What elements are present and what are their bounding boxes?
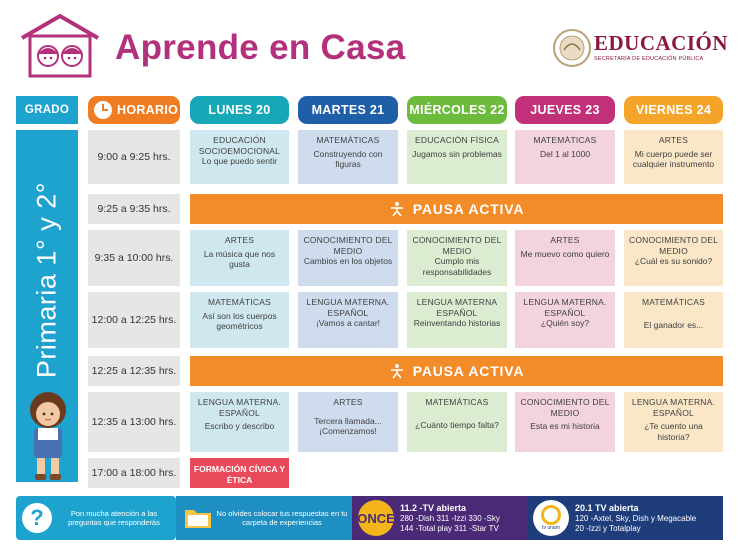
pausa-activa-bar — [190, 194, 723, 224]
footer-note-folder — [176, 496, 352, 540]
cell-activity: Jugamos sin problemas — [412, 148, 502, 159]
cell-subject: MATEMÁTICAS — [533, 135, 597, 145]
seal-icon — [552, 28, 592, 68]
cell-activity: ¿Cuánto tiempo falta? — [415, 419, 499, 430]
schedule-cell — [298, 392, 398, 452]
exercise-icon — [389, 363, 405, 379]
footer-note-text: Pon mucha atención a las preguntas que responderás — [68, 509, 160, 527]
channel-line: 11.2 -TV abierta — [400, 502, 467, 513]
time-slot: 9:25 a 9:35 hrs. — [88, 194, 180, 224]
schedule-cell — [298, 130, 398, 184]
cell-subject: LENGUA MATERNA. ESPAÑOL — [523, 297, 607, 318]
schedule-cell — [407, 130, 507, 184]
pausa-label: PAUSA ACTIVA — [412, 201, 525, 217]
cell-activity: Del 1 al 1000 — [539, 148, 591, 159]
cell-subject: MATEMÁTICAS — [208, 297, 271, 307]
channel-line: 144 -Total play 311 -Star TV — [400, 523, 499, 533]
footer-note-attention — [16, 496, 176, 540]
cell-subject: MATEMÁTICAS — [316, 135, 380, 145]
schedule-cell — [624, 392, 723, 452]
pausa-activa-bar — [190, 356, 723, 386]
schedule-cell — [190, 392, 289, 452]
cell-activity: Cambios en los objetos — [303, 256, 393, 266]
house-kids-icon — [18, 12, 102, 80]
channel-line: 280 -Dish 311 -Izzi 330 -Sky — [400, 513, 500, 523]
schedule-cell — [624, 130, 723, 184]
cell-activity: Tercera llamada... ¡Comenzamos! — [314, 415, 382, 436]
grade-label: Primaria 1° y 2° — [31, 181, 62, 379]
horario-label: HORARIO — [117, 103, 179, 117]
schedule-cell — [624, 292, 723, 348]
header — [0, 0, 743, 92]
unam-channels — [569, 503, 696, 534]
cell-activity: Así son los cuerpos geométricos — [202, 310, 277, 331]
grado-header: GRADO — [16, 96, 78, 124]
cell-activity: Escribo y describo — [204, 421, 275, 431]
edu-subtitle: SECRETARÍA DE EDUCACIÓN PÚBLICA — [594, 56, 704, 62]
folder-icon — [184, 507, 212, 529]
cell-subject: LENGUA MATERNA. ESPAÑOL — [306, 297, 390, 318]
exercise-icon — [389, 201, 405, 217]
once-logo-icon: ONCE — [358, 500, 394, 536]
cell-subject: EDUCACIÓN FÍSICA — [415, 135, 499, 145]
cell-activity: Me muevo como quiero — [520, 248, 610, 259]
time-slot: 9:00 a 9:25 hrs. — [88, 130, 180, 184]
schedule-cell — [190, 130, 289, 184]
schedule-cell — [190, 230, 289, 286]
horario-header — [88, 96, 180, 124]
cell-activity: ¿Quién soy? — [540, 318, 590, 328]
schedule-cell — [298, 230, 398, 286]
footer-note-text: No olvides colocar tus respuestas en tu carpeta de experiencias — [216, 509, 348, 527]
cell-subject: CONOCIMIENTO DEL MEDIO — [629, 235, 718, 256]
cell-activity: Lo que puedo sentir — [201, 156, 278, 166]
day-header-lunes: LUNES 20 — [190, 96, 289, 124]
footer-channel-once — [352, 496, 527, 540]
clock-icon — [94, 101, 112, 119]
schedule-cell — [515, 392, 615, 452]
cell-activity: ¿Te cuento una historia? — [644, 421, 703, 442]
cell-subject: CONOCIMIENTO DEL MEDIO — [520, 397, 610, 418]
cell-subject: EDUCACIÓN SOCIOEMOCIONAL — [198, 135, 281, 156]
schedule-cell — [407, 292, 507, 348]
schedule-cell — [407, 392, 507, 452]
cell-subject: ARTES — [224, 235, 255, 245]
day-header-viernes: VIERNES 24 — [624, 96, 723, 124]
cell-subject: LENGUA MATERNA. ESPAÑOL — [197, 397, 282, 418]
cell-subject: ARTES — [333, 397, 363, 407]
day-header-martes: MARTES 21 — [298, 96, 398, 124]
once-channels — [394, 503, 500, 534]
channel-line: 20 -Izzi y Totalplay — [575, 523, 641, 533]
cell-activity: Reinventando historias — [413, 318, 501, 328]
channel-line: 120 -Axtel, Sky, Dish y Megacable — [575, 513, 697, 523]
cell-activity: ¡Vamos a cantar! — [315, 318, 381, 328]
cell-activity: ¿Cuál es su sonido? — [634, 256, 713, 266]
time-slot: 12:00 a 12:25 hrs. — [88, 292, 180, 348]
edu-name: EDUCACIÓN — [594, 31, 729, 55]
cell-subject: CONOCIMIENTO DEL MEDIO — [412, 235, 502, 256]
time-slot: 12:35 a 13:00 hrs. — [88, 392, 180, 452]
tv-unam-logo-icon: tv unam — [533, 500, 569, 536]
cell-activity: La música que nos gusta — [203, 248, 276, 269]
time-slot: 9:35 a 10:00 hrs. — [88, 230, 180, 286]
cell-subject: MATEMÁTICAS — [642, 297, 705, 307]
cell-activity: Construyendo con figuras — [313, 148, 383, 169]
question-icon: ? — [22, 503, 52, 533]
cell-subject: LENGUA MATERNA. ESPAÑOL — [631, 397, 716, 418]
girl-illustration — [24, 390, 72, 482]
cell-subject: ARTES — [550, 235, 580, 245]
time-slot: 17:00 a 18:00 hrs. — [88, 458, 180, 488]
cell-activity: Mi cuerpo puede ser cualquier instrumento — [632, 148, 715, 169]
cell-subject: MATEMÁTICAS — [425, 397, 489, 407]
schedule-cell-civica: FORMACIÓN CÍVICA Y ÉTICA — [190, 458, 289, 488]
day-header-jueves: JUEVES 23 — [515, 96, 615, 124]
channel-line: 20.1 TV abierta — [575, 502, 639, 513]
schedule-cell — [407, 230, 507, 286]
cell-subject: CONOCIMIENTO DEL MEDIO — [303, 235, 393, 256]
day-header-miercoles: MIÉRCOLES 22 — [407, 96, 507, 124]
cell-activity: Cumplo mis responsabilidades — [422, 256, 492, 277]
schedule-cell — [624, 230, 723, 286]
cell-activity: Esta es mi historia — [530, 421, 600, 431]
cell-subject: LENGUA MATERNA ESPAÑOL — [416, 297, 498, 318]
schedule-cell — [298, 292, 398, 348]
footer-channel-unam — [527, 496, 723, 540]
cell-subject: ARTES — [658, 135, 689, 145]
pausa-label: PAUSA ACTIVA — [412, 363, 525, 379]
page-title: Aprende en Casa — [115, 28, 406, 67]
time-slot: 12:25 a 12:35 hrs. — [88, 356, 180, 386]
schedule-cell — [190, 292, 289, 348]
cell-activity: El ganador es... — [643, 319, 704, 330]
schedule-cell — [515, 292, 615, 348]
schedule-cell — [515, 230, 615, 286]
schedule-cell — [515, 130, 615, 184]
